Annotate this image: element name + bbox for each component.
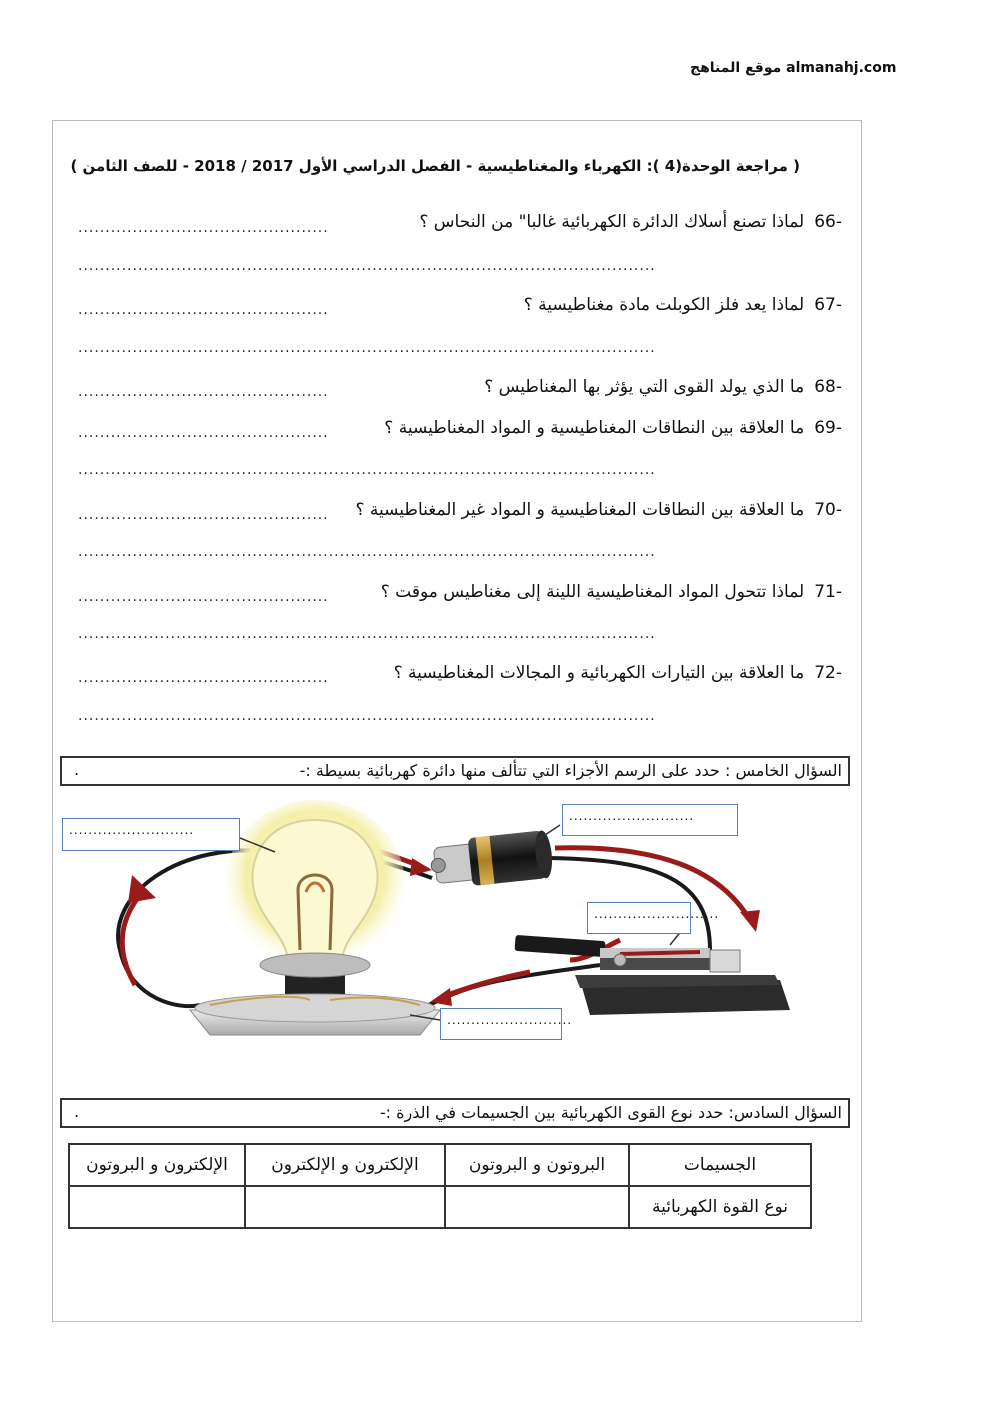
question-text: ما العلاقة بين النطاقات المغناطيسية و المواد المغناطيسية ؟: [384, 418, 805, 438]
answer-line[interactable]: ..........................................................................................................: [78, 462, 656, 478]
table-header-cell: الجسيمات: [629, 1144, 811, 1186]
question-6-text: السؤال السادس: حدد نوع القوى الكهربائية بين الجسيمات في الذرة :-: [379, 1103, 842, 1122]
question-text: لماذا تصنع أسلاك الدائرة الكهربائية غالبا" من النحاس ؟: [419, 212, 805, 232]
question-number: -67: [814, 295, 842, 315]
answer-line[interactable]: ..............................................: [78, 507, 329, 523]
question-5-box: [60, 756, 850, 786]
question-number: -69: [814, 418, 842, 438]
question-number: -68: [814, 377, 842, 397]
question-number: -71: [814, 582, 842, 602]
table-row: [69, 1186, 811, 1228]
answer-line[interactable]: ..........................................................................................................: [78, 708, 656, 724]
question-68: [484, 377, 842, 397]
label-box-battery[interactable]: ..........................: [562, 804, 738, 836]
question-text: ما العلاقة بين النطاقات المغناطيسية و المواد غير المغناطيسية ؟: [355, 500, 805, 520]
table-header-cell: الإلكترون و البروتون: [69, 1144, 245, 1186]
page-title: ( مراجعة الوحدة(4 ): الكهرباء والمغناطيسية - الفصل الدراسي الأول 2017 / 2018 - للصف الثامن ): [70, 157, 800, 175]
question-6-box: [60, 1098, 850, 1128]
question-text: لماذا تتحول المواد المغناطيسية اللينة إلى مغناطيس موقت ؟: [380, 582, 805, 602]
current-arrow-head: [740, 910, 760, 932]
answer-line[interactable]: ..............................................: [78, 384, 329, 400]
answer-line[interactable]: ..........................................................................................................: [78, 258, 656, 274]
question-67: [524, 295, 842, 315]
answer-cell[interactable]: [245, 1186, 445, 1228]
current-arrow: [440, 972, 530, 998]
answer-line[interactable]: ..............................................: [78, 425, 329, 441]
label-box-wire[interactable]: ..........................: [62, 818, 240, 851]
table-row-label: نوع القوة الكهربائية: [629, 1186, 811, 1228]
label-box-switch[interactable]: ..........................: [587, 902, 691, 934]
table-header-row: [69, 1144, 811, 1186]
question-5-end: .: [74, 760, 80, 779]
question-number: -66: [814, 212, 842, 232]
battery: [429, 830, 554, 890]
question-72: [394, 663, 842, 683]
table-header-cell: الإلكترون و الإلكترون: [245, 1144, 445, 1186]
question-text: ما العلاقة بين التيارات الكهربائية و المجالات المغناطيسية ؟: [393, 663, 805, 683]
question-text: ما الذي يولد القوى التي يؤثر بها المغناطيس ؟: [484, 377, 805, 397]
answer-line[interactable]: ..............................................: [78, 302, 329, 318]
answer-cell[interactable]: [445, 1186, 629, 1228]
answer-line[interactable]: ..........................................................................................................: [78, 340, 656, 356]
switch: [515, 935, 790, 1015]
answer-line[interactable]: ..........................................................................................................: [78, 626, 656, 642]
question-70: [355, 500, 842, 520]
site-watermark: موقع المناهج almanahj.com: [690, 60, 897, 76]
question-number: -72: [814, 663, 842, 683]
answer-line[interactable]: ..............................................: [78, 670, 329, 686]
table-header-cell: البروتون و البروتون: [445, 1144, 629, 1186]
question-71: [381, 582, 842, 602]
question-69: [384, 418, 842, 438]
socket-base: [260, 953, 370, 977]
particles-table: [68, 1143, 812, 1229]
answer-cell[interactable]: [69, 1186, 245, 1228]
question-text: لماذا يعد فلز الكوبلت مادة مغناطيسية ؟: [523, 295, 805, 315]
answer-line[interactable]: ..........................................................................................................: [78, 544, 656, 560]
lamp-stand-top: [195, 994, 435, 1022]
question-number: -70: [814, 500, 842, 520]
label-box-bulb[interactable]: ..........................: [440, 1008, 562, 1040]
circuit-diagram: [60, 800, 850, 1050]
answer-line[interactable]: ..............................................: [78, 589, 329, 605]
answer-line[interactable]: ..............................................: [78, 220, 329, 236]
question-6-end: .: [74, 1102, 80, 1121]
question-66: [419, 212, 842, 232]
question-5-text: السؤال الخامس : حدد على الرسم الأجزاء التي تتألف منها دائرة كهربائية بسيطة :-: [299, 761, 842, 780]
